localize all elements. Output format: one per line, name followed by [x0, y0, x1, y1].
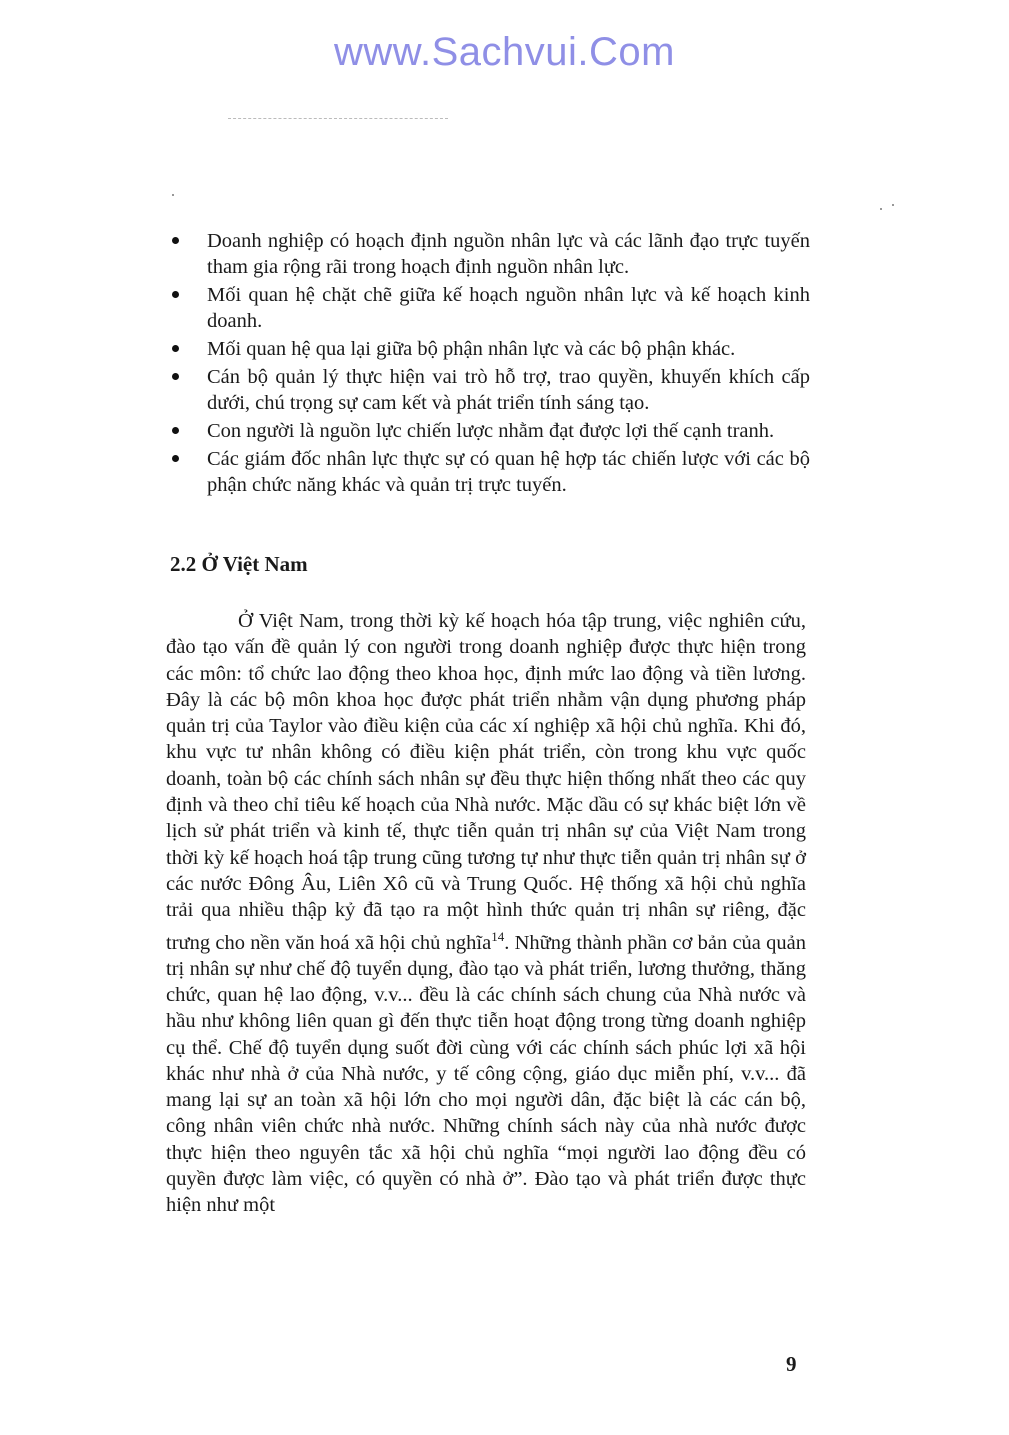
section-heading: 2.2 Ở Việt Nam [170, 552, 308, 576]
bullet-list [170, 228, 810, 500]
list-item [170, 282, 810, 334]
page-number: 9 [786, 1352, 797, 1376]
scan-artifact-line [228, 118, 448, 119]
list-item-text: Mối quan hệ qua lại giữa bộ phận nhân lực và các bộ phận khác. [207, 338, 736, 360]
list-item-text: Các giám đốc nhân lực thực sự có quan hệ hợp tác chiến lược với các bộ phận chức năng khác và quản trị trực tuyến. [207, 448, 810, 496]
list-item-text: Mối quan hệ chặt chẽ giữa kế hoạch nguồn nhân lực và kế hoạch kinh doanh. [207, 284, 810, 332]
bullet-icon [172, 291, 179, 298]
footnote-reference[interactable]: 14 [491, 928, 505, 944]
watermark-url[interactable]: www.Sachvui.Com [334, 30, 675, 74]
bullet-icon [172, 427, 179, 434]
list-item-text: Cán bộ quản lý thực hiện vai trò hỗ trợ, trao quyền, khuyến khích cấp dưới, chú trọng sự cam kết và phát triển tính sáng tạo. [207, 366, 810, 414]
paragraph-text-continued: . Những thành phần cơ bản của quản trị nhân sự như chế độ tuyển dụng, đào tạo và phát triển, lương thưởng, thăng chức, quan hệ lao động, v.v... đều là các chính sách chung của Nhà nước và hầu như không liên quan gì đến thực tiễn hoạt động trong từng doanh nghiệp cụ thể. Chế độ tuyển dụng suốt đời cùng với các chính sách phúc lợi xã hội khác như nhà ở của Nhà nước, y tế công cộng, giáo dục miễn phí, v.v... đã mang lại sự an toàn xã hội lớn cho mọi người dân, đặc biệt là các cán bộ, công nhân viên chức nhà nước. Những chính sách này của nhà nước được thực hiện theo nguyên tắc xã hội chủ nghĩa “mọi người lao động đều có quyền được làm việc, có quyền có nhà ở”. Đào tạo và phát triển được thực hiện như một [166, 931, 806, 1217]
list-item [170, 364, 810, 416]
paragraph-text: Ở Việt Nam, trong thời kỳ kế hoạch hóa tập trung, việc nghiên cứu, đào tạo vấn đề quản lý con người trong doanh nghiệp được thực hiện trong các môn: tổ chức lao động theo khoa học, định mức lao động và tiền lương. Đây là các bộ môn khoa học được phát triển nhằm vận dụng phương pháp quản trị của Taylor vào điều kiện của các xí nghiệp xã hội chủ nghĩa. Khi đó, khu vực tư nhân không có điều kiện phát triển, còn trong khu vực quốc doanh, toàn bộ các chính sách nhân sự đều thực hiện thống nhất theo các quy định và theo chỉ tiêu kế hoạch của Nhà nước. Mặc dầu có sự khác biệt lớn về lịch sử phát triển và kinh tế, thực tiễn quản trị nhân sự của Việt Nam trong thời kỳ kế hoạch hoá tập trung cũng tương tự như thực tiễn quản trị nhân sự ở các nước Đông Âu, Liên Xô cũ và Trung Quốc. Hệ thống xã hội chủ nghĩa trải qua nhiều thập kỷ đã tạo ra một hình thức quản trị nhân sự riêng, đặc trưng cho nền văn hoá xã hội chủ nghĩa [166, 610, 806, 954]
body-paragraph [166, 608, 806, 1219]
bullet-icon [172, 373, 179, 380]
bullet-icon [172, 455, 179, 462]
bullet-icon [172, 345, 179, 352]
list-item [170, 336, 810, 362]
scan-speck [892, 204, 894, 206]
list-item [170, 418, 810, 444]
scan-speck [172, 194, 174, 196]
list-item-text: Con người là nguồn lực chiến lược nhằm đạt được lợi thế cạnh tranh. [207, 420, 775, 442]
list-item [170, 446, 810, 498]
list-item-text: Doanh nghiệp có hoạch định nguồn nhân lực và các lãnh đạo trực tuyến tham gia rộng rãi trong hoạch định nguồn nhân lực. [207, 230, 810, 278]
scan-speck [880, 208, 882, 210]
bullet-icon [172, 237, 179, 244]
list-item [170, 228, 810, 280]
